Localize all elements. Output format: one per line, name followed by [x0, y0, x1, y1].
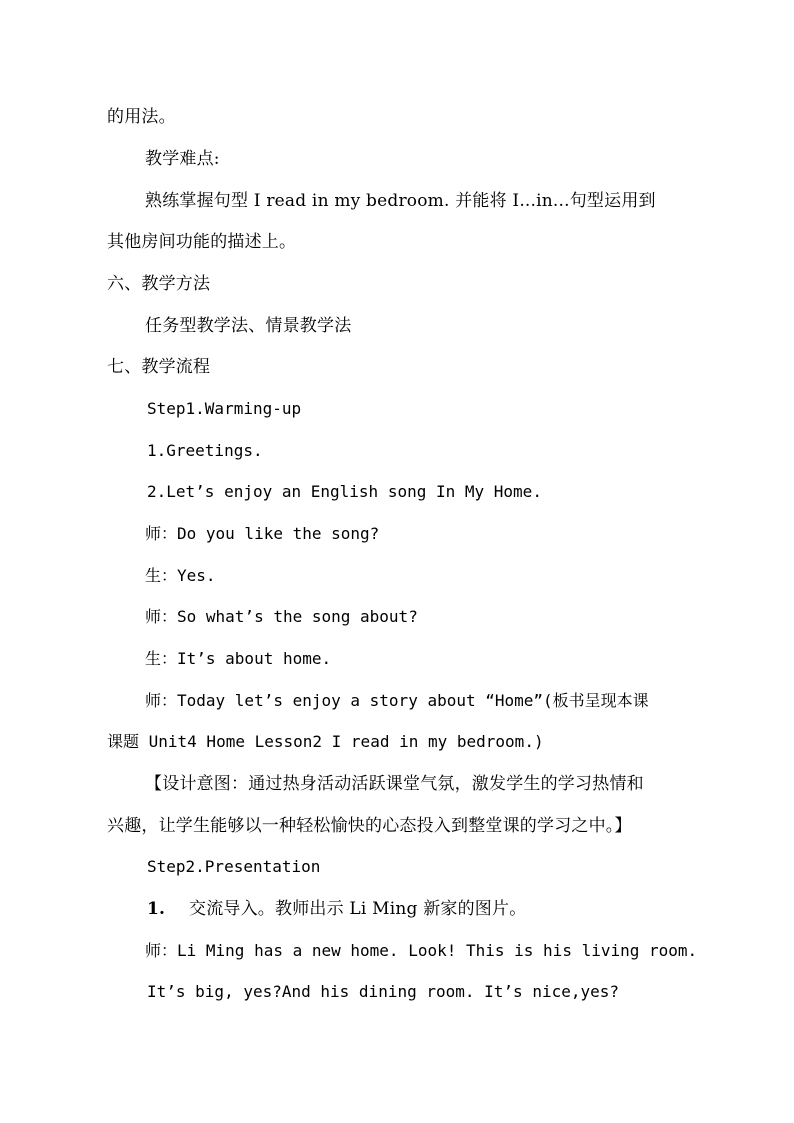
dialogue-line: 师：Today let’s enjoy a story about “Home”(板书呈现本课 — [145, 691, 649, 710]
section-label-difficulty: 教学难点: — [145, 149, 220, 169]
list-number: 1. — [147, 899, 166, 919]
dialogue-line: It’s big, yes?And his dining room. It’s nice,yes? — [147, 982, 620, 1001]
text-line: 的用法。 — [107, 107, 176, 127]
dialogue-line: 生：It’s about home. — [145, 649, 332, 668]
step-heading: Step2.Presentation — [147, 857, 321, 876]
design-intent-note: 【设计意图：通过热身活动活跃课堂气氛，激发学生的学习热情和 — [145, 774, 644, 794]
step-heading: Step1.Warming-up — [147, 399, 302, 418]
dialogue-line: 师：So what’s the song about? — [145, 607, 418, 626]
section-heading-process: 七、教学流程 — [107, 357, 211, 377]
section-heading-methods: 六、教学方法 — [107, 274, 211, 294]
text-line: 课题 Unit4 Home Lesson2 I read in my bedroom.) — [107, 732, 544, 751]
text-line: 任务型教学法、情景教学法 — [145, 316, 352, 336]
design-intent-note: 兴趣，让学生能够以一种轻松愉快的心态投入到整堂课的学习之中。】 — [107, 816, 632, 836]
dialogue-line: 生：Yes. — [145, 566, 216, 585]
dialogue-line: 师：Li Ming has a new home. Look! This is his living room. — [145, 941, 698, 960]
text-line: 1.Greetings. — [147, 441, 263, 460]
text-line: 熟练掌握句型 I read in my bedroom. 并能将 I...in...句型运用到 — [145, 191, 656, 211]
text-line: 2.Let’s enjoy an English song In My Home. — [147, 482, 542, 501]
text-line: 其他房间功能的描述上。 — [107, 232, 297, 252]
dialogue-line: 师：Do you like the song? — [145, 524, 380, 543]
text-line: 交流导入。教师出示 Li Ming 新家的图片。 — [189, 899, 527, 919]
